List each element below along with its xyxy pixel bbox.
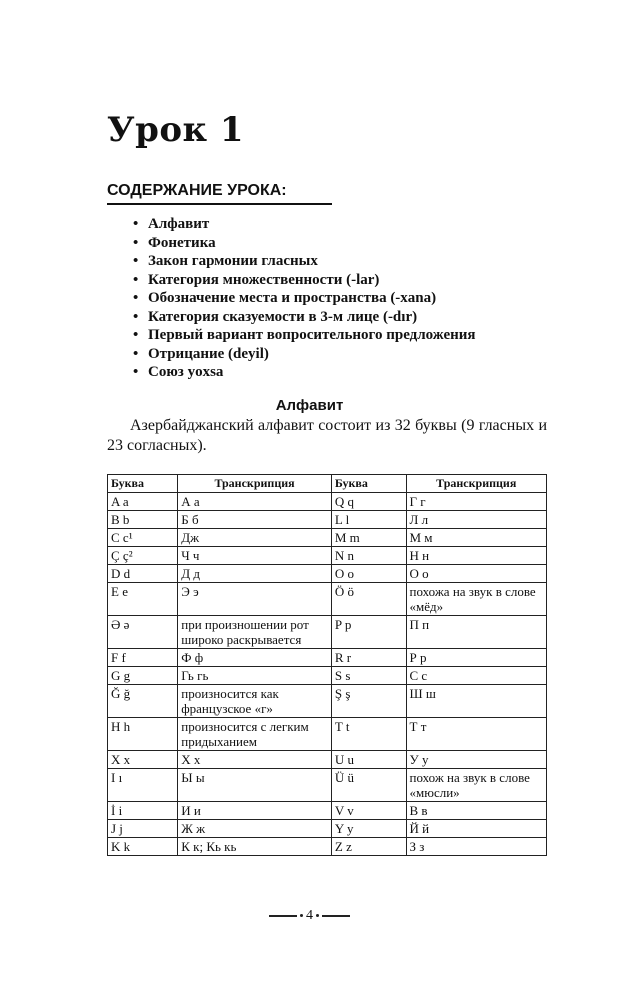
transcription-cell: похож на звук в слове «мюсли» <box>406 769 547 802</box>
letter-cell: C c¹ <box>108 529 178 547</box>
bullet-icon: • <box>133 253 139 269</box>
letter-cell: I ı <box>108 769 178 802</box>
bullet-icon: • <box>133 216 139 232</box>
table-row <box>108 565 547 583</box>
header-letter: Буква <box>108 475 178 493</box>
transcription-cell: Ч ч <box>178 547 332 565</box>
contents-item <box>133 345 476 364</box>
footer-rule-left <box>269 915 297 917</box>
header-transcription: Транскрипция <box>406 475 547 493</box>
table-row <box>108 802 547 820</box>
contents-item-label: Категория сказуемости в 3-м лице (-dır) <box>148 308 418 325</box>
footer-dot <box>300 914 303 917</box>
bullet-icon: • <box>133 364 139 380</box>
letter-cell: Ö ö <box>331 583 406 616</box>
letter-cell: J j <box>108 820 178 838</box>
letter-cell: Ə ə <box>108 616 178 649</box>
letter-cell: L l <box>331 511 406 529</box>
contents-item-label: Первый вариант вопросительного предложения <box>148 327 476 343</box>
letter-cell: V v <box>331 802 406 820</box>
letter-cell: B b <box>108 511 178 529</box>
transcription-cell: Й й <box>406 820 547 838</box>
transcription-cell: Дж <box>178 529 332 547</box>
contents-item <box>133 363 476 382</box>
contents-item <box>133 252 476 271</box>
table-row <box>108 616 547 649</box>
transcription-cell: при произношении рот широко раскрывается <box>178 616 332 649</box>
bullet-icon: • <box>133 345 139 362</box>
bullet-icon: • <box>133 290 139 306</box>
letter-cell: A a <box>108 493 178 511</box>
contents-item-label: Обозначение места и пространства (-xana) <box>148 290 437 306</box>
letter-cell: S s <box>331 667 406 685</box>
transcription-cell: О о <box>406 565 547 583</box>
transcription-cell: Г г <box>406 493 547 511</box>
transcription-cell: Ф ф <box>178 649 332 667</box>
table-row <box>108 583 547 616</box>
bullet-icon: • <box>133 271 139 288</box>
letter-cell: F f <box>108 649 178 667</box>
letter-cell: Ü ü <box>331 769 406 802</box>
contents-item-label: Фонетика <box>148 234 216 251</box>
transcription-cell: Ы ы <box>178 769 332 802</box>
transcription-cell: М м <box>406 529 547 547</box>
contents-list <box>133 215 476 382</box>
header-transcription: Транскрипция <box>178 475 332 493</box>
letter-cell: Ç ç² <box>108 547 178 565</box>
transcription-cell: З з <box>406 838 547 856</box>
transcription-cell: Б б <box>178 511 332 529</box>
table-row <box>108 493 547 511</box>
transcription-cell: Л л <box>406 511 547 529</box>
contents-item <box>133 234 476 253</box>
transcription-cell: Э э <box>178 583 332 616</box>
letter-cell: N n <box>331 547 406 565</box>
letter-cell: Ş ş <box>331 685 406 718</box>
transcription-cell: произносится как французское «г» <box>178 685 332 718</box>
table-row <box>108 685 547 718</box>
letter-cell: Z z <box>331 838 406 856</box>
contents-item-label: Категория множественности (-lar) <box>148 271 380 288</box>
page-number: 4 <box>306 908 313 923</box>
contents-item <box>133 215 476 234</box>
table-row <box>108 649 547 667</box>
transcription-cell: Т т <box>406 718 547 751</box>
transcription-cell: У у <box>406 751 547 769</box>
lesson-title: Урок 1 <box>107 110 245 150</box>
transcription-cell: Р р <box>406 649 547 667</box>
page-footer <box>0 908 619 924</box>
letter-cell: Q q <box>331 493 406 511</box>
contents-item-label: Закон гармонии гласных <box>148 253 318 269</box>
transcription-cell: В в <box>406 802 547 820</box>
letter-cell: O o <box>331 565 406 583</box>
table-row <box>108 769 547 802</box>
intro-paragraph: Азербайджанский алфавит состоит из 32 буквы (9 гласных и 23 согласных). <box>107 417 547 454</box>
letter-cell: P p <box>331 616 406 649</box>
letter-cell: U u <box>331 751 406 769</box>
letter-cell: İ i <box>108 802 178 820</box>
table-row <box>108 838 547 856</box>
letter-cell: G g <box>108 667 178 685</box>
table-header-row <box>108 475 547 493</box>
transcription-cell: Гь гь <box>178 667 332 685</box>
letter-cell: R r <box>331 649 406 667</box>
table-row <box>108 547 547 565</box>
transcription-cell: С с <box>406 667 547 685</box>
table-row <box>108 667 547 685</box>
table-row <box>108 529 547 547</box>
contents-item <box>133 289 476 308</box>
letter-cell: Ğ ğ <box>108 685 178 718</box>
contents-heading: СОДЕРЖАНИЕ УРОКА: <box>107 182 332 205</box>
bullet-icon: • <box>133 308 139 325</box>
header-letter: Буква <box>331 475 406 493</box>
letter-cell: M m <box>331 529 406 547</box>
table-row <box>108 751 547 769</box>
table-row <box>108 511 547 529</box>
contents-item <box>133 308 476 327</box>
contents-item-label: Отрицание (deyil) <box>148 345 269 362</box>
transcription-cell: Н н <box>406 547 547 565</box>
transcription-cell: Ш ш <box>406 685 547 718</box>
letter-cell: E e <box>108 583 178 616</box>
transcription-cell: К к; Кь кь <box>178 838 332 856</box>
transcription-cell: П п <box>406 616 547 649</box>
contents-item-label: Союз yoxsa <box>148 364 224 380</box>
section-heading: Алфавит <box>275 397 344 414</box>
transcription-cell: Ж ж <box>178 820 332 838</box>
alphabet-table <box>107 474 547 856</box>
bullet-icon: • <box>133 234 139 251</box>
footer-rule-right <box>322 915 350 917</box>
footer-dot <box>316 914 319 917</box>
transcription-cell: Д д <box>178 565 332 583</box>
letter-cell: K k <box>108 838 178 856</box>
transcription-cell: похожа на звук в слове «мёд» <box>406 583 547 616</box>
letter-cell: D d <box>108 565 178 583</box>
contents-item-label: Алфавит <box>148 216 210 232</box>
letter-cell: Y y <box>331 820 406 838</box>
table-row <box>108 718 547 751</box>
contents-item <box>133 271 476 290</box>
letter-cell: X x <box>108 751 178 769</box>
transcription-cell: И и <box>178 802 332 820</box>
letter-cell: T t <box>331 718 406 751</box>
letter-cell: H h <box>108 718 178 751</box>
transcription-cell: произносится с легким придыханием <box>178 718 332 751</box>
contents-item <box>133 326 476 345</box>
transcription-cell: Х х <box>178 751 332 769</box>
table-row <box>108 820 547 838</box>
transcription-cell: А а <box>178 493 332 511</box>
bullet-icon: • <box>133 327 139 343</box>
